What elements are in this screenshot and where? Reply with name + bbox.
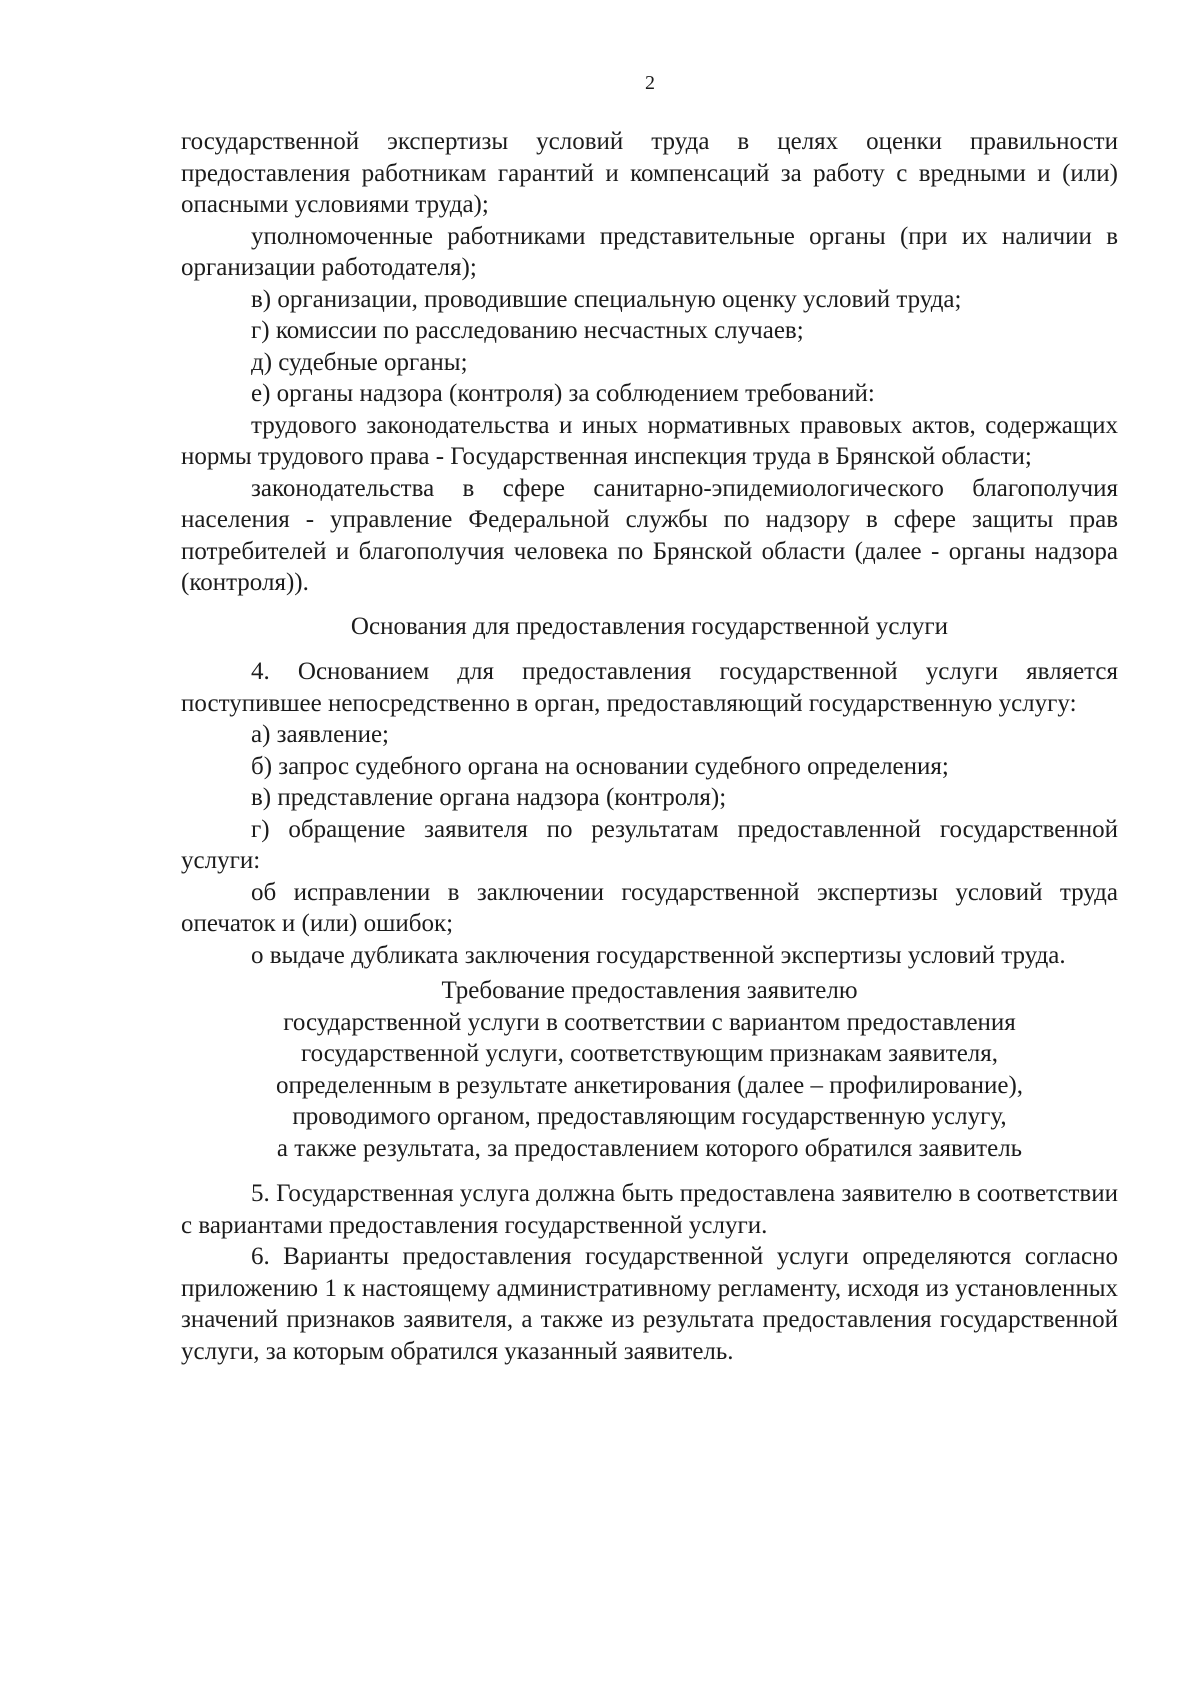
list-item: г) обращение заявителя по результатам предоставленной государственной услуги: bbox=[181, 815, 1118, 874]
section-heading-block bbox=[181, 975, 1118, 1164]
document-body bbox=[181, 126, 1118, 1367]
paragraph: об исправлении в заключении государственной экспертизы условий труда опечаток и (или) ошибок; bbox=[181, 878, 1118, 937]
list-item: в) представление органа надзора (контроля); bbox=[251, 784, 727, 811]
heading-line: государственной услуги в соответствии с вариантом предоставления bbox=[283, 1008, 1016, 1036]
paragraph: законодательства в сфере санитарно-эпидемиологического благополучия населения - управление Федеральной службы по надзору в сфере защиты прав потребителей и благополучия человека по Брянской области (далее - органы надзора (контроля)). bbox=[181, 474, 1118, 596]
list-item: а) заявление; bbox=[251, 721, 389, 748]
heading-line: проводимого органом, предоставляющим государственную услугу, bbox=[292, 1103, 1007, 1130]
paragraph: 6. Варианты предоставления государственной услуги определяются согласно приложению 1 к настоящему административному регламенту, исходя из установленных значений признаков заявителя, а также из результата предоставления государственной услуги, за которым обратился указанный заявитель. bbox=[181, 1243, 1118, 1365]
section-heading: Основания для предоставления государственной услуги bbox=[350, 612, 949, 640]
list-item: г) комиссии по расследованию несчастных случаев; bbox=[251, 317, 804, 344]
paragraph: о выдаче дубликата заключения государственной экспертизы условий труда. bbox=[251, 941, 1066, 969]
page-number: 2 bbox=[645, 72, 655, 94]
paragraph: 4. Основанием для предоставления государственной услуги является поступившее непосредственно в орган, предоставляющий государственную услугу: bbox=[181, 658, 1118, 717]
heading-line: государственной услуги, соответствующим признакам заявителя, bbox=[300, 1040, 999, 1067]
list-item: в) организации, проводившие специальную оценку условий труда; bbox=[251, 285, 962, 313]
heading-line: а также результата, за предоставлением которого обратился заявитель bbox=[276, 1134, 1023, 1162]
paragraph: 5. Государственная услуга должна быть предоставлена заявителю в соответствии с вариантами предоставления государственной услуги. bbox=[181, 1180, 1118, 1239]
paragraph: государственной экспертизы условий труда в целях оценки правильности предоставления работникам гарантий и компенсаций за работу с вредными и (или) опасными условиями труда); bbox=[181, 128, 1118, 218]
paragraph: уполномоченные работниками представительные органы (при их наличии в организации работодателя); bbox=[181, 222, 1118, 281]
list-item: е) органы надзора (контроля) за соблюдением требований: bbox=[251, 380, 875, 407]
list-item: б) запрос судебного органа на основании судебного определения; bbox=[251, 752, 949, 780]
heading-line: определенным в результате анкетирования (далее – профилирование), bbox=[275, 1071, 1024, 1099]
paragraph: трудового законодательства и иных нормативных правовых актов, содержащих нормы трудового права - Государственная инспекция труда в Брянской области; bbox=[181, 411, 1118, 470]
heading-line: Требование предоставления заявителю bbox=[441, 977, 858, 1004]
list-item: д) судебные органы; bbox=[251, 348, 468, 376]
